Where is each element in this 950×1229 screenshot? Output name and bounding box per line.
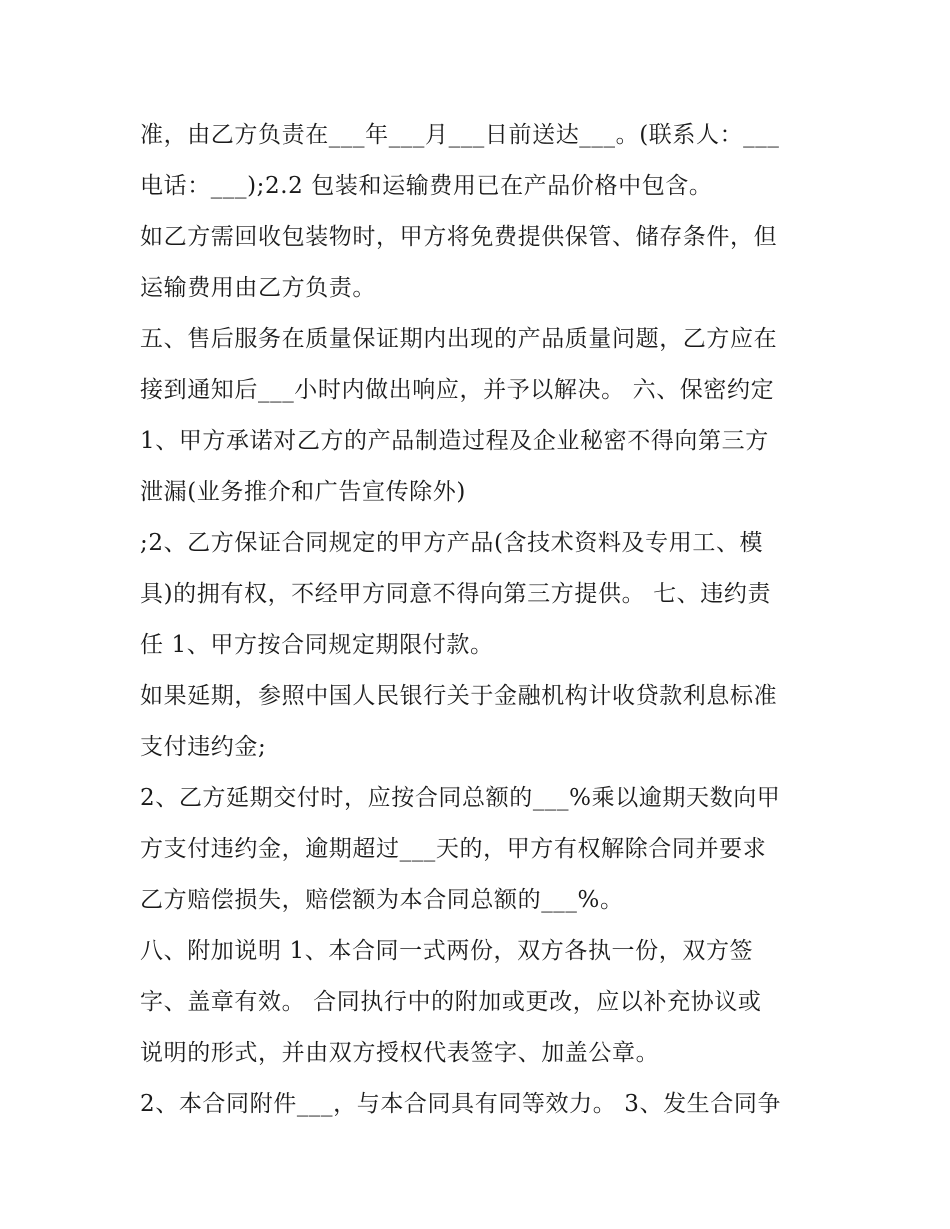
text-line: ;2、乙方保证合同规定的甲方产品(含技术资料及专用工、模 — [140, 530, 764, 556]
text-line: 具)的拥有权，不经甲方同意不得向第三方提供。 七、违约责 — [140, 581, 772, 607]
text-line: 如乙方需回收包装物时，甲方将免费提供保管、储存条件，但 — [140, 224, 778, 250]
text-line: 2、乙方延期交付时，应按合同总额的___%乘以逾期天数向甲 — [140, 785, 781, 811]
text-line: 接到通知后___小时内做出响应，并予以解决。 六、保密约定 — [140, 377, 775, 403]
text-line: 2、本合同附件___，与本合同具有同等效力。 3、发生合同争 — [140, 1091, 782, 1117]
text-line: 五、售后服务在质量保证期内出现的产品质量问题，乙方应在 — [140, 326, 778, 352]
text-line: 准，由乙方负责在___年___月___日前送达___。(联系人：___ — [140, 122, 780, 148]
text-line: 方支付违约金，逾期超过___天的，甲方有权解除合同并要求 — [140, 836, 767, 862]
text-line: 支付违约金; — [140, 734, 267, 760]
text-line: 1、甲方承诺对乙方的产品制造过程及企业秘密不得向第三方 — [140, 428, 769, 454]
text-line: 电话：___);2.2 包装和运输费用已在产品价格中包含。 — [140, 173, 713, 199]
text-line: 泄漏(业务推介和广告宣传除外) — [140, 479, 466, 505]
text-line: 说明的形式，并由双方授权代表签字、加盖公章。 — [140, 1040, 660, 1066]
text-line: 乙方赔偿损失，赔偿额为本合同总额的___%。 — [140, 887, 624, 913]
document-body — [140, 110, 820, 1130]
text-line: 字、盖章有效。 合同执行中的附加或更改，应以补充协议或 — [140, 989, 762, 1015]
text-line: 运输费用由乙方负责。 — [140, 275, 376, 301]
text-line: 任 1、甲方按合同规定期限付款。 — [140, 632, 494, 658]
text-line: 如果延期，参照中国人民银行关于金融机构计收贷款利息标准 — [140, 683, 778, 709]
text-line: 八、附加说明 1、本合同一式两份，双方各执一份，双方签 — [140, 938, 754, 964]
